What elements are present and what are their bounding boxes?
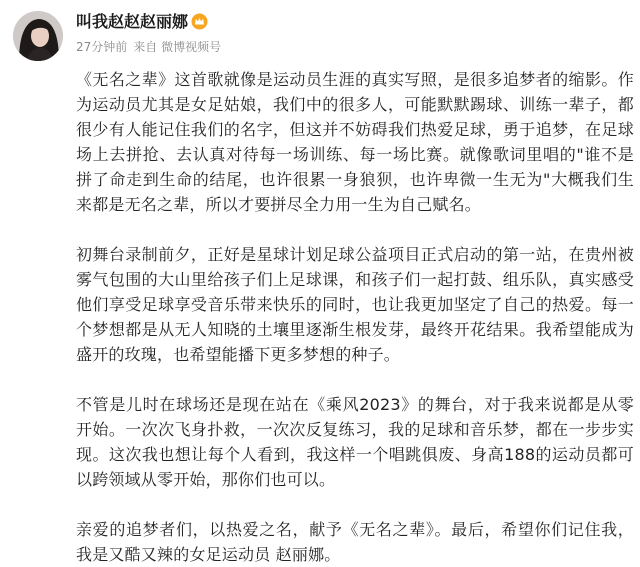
post-source[interactable]: 来自 微博视频号 xyxy=(133,40,222,54)
post-time[interactable]: 27分钟前 xyxy=(76,40,128,54)
post-content xyxy=(76,67,634,567)
avatar-image xyxy=(13,11,63,61)
paragraph: 初舞台录制前夕，正好是星球计划足球公益项目正式启动的第一站，在贵州被雾气包围的大山里给孩子们上足球课，和孩子们一起打鼓、组乐队，真实感受他们享受足球享受音乐带来快乐的同时，也让我更加坚定了自己的热爱。每一个梦想都是从无人知晓的土壤里逐渐生根发芽，最终开花结果。我希望能成为盛开的玫瑰，也希望能播下更多梦想的种子。 xyxy=(76,245,634,364)
vip-crown-icon[interactable] xyxy=(191,12,208,29)
paragraph: 不管是儿时在球场还是现在站在《乘风2023》的舞台，对于我来说都是从零开始。一次次飞身扑救，一次次反复练习，我的足球和音乐梦，都在一步步实现。这次我也想让每个人看到，我这样一个唱跳俱废、身高188的运动员都可以跨领域从零开始，那你们也可以。 xyxy=(76,395,634,489)
paragraph: 亲爱的追梦者们，以热爱之名，献予《无名之辈》。最后，希望你们记住我，我是又酷又辣的女足运动员 赵丽娜。 xyxy=(76,520,634,564)
username-text[interactable]: 叫我赵赵赵丽娜 xyxy=(76,12,189,31)
post-meta xyxy=(76,38,221,56)
paragraph: 《无名之辈》这首歌就像是运动员生涯的真实写照，是很多追梦者的缩影。作为运动员尤其是女足姑娘，我们中的很多人，可能默默踢球、训练一辈子，都很少有人能记住我们的名字，但这并不妨碍我们热爱足球，勇于追梦，在足球场上去拼抢、去认真对待每一场训练、每一场比赛。就像歌词里唱的"谁不是拼了命走到生命的结尾，也许很累一身狼狈，也许卑微一生无为"大概我们生来都是无名之辈，所以才要拼尽全力用一生为自己赋名。 xyxy=(76,70,634,214)
post-header xyxy=(0,0,640,64)
username[interactable] xyxy=(76,9,208,35)
avatar[interactable] xyxy=(13,11,63,61)
